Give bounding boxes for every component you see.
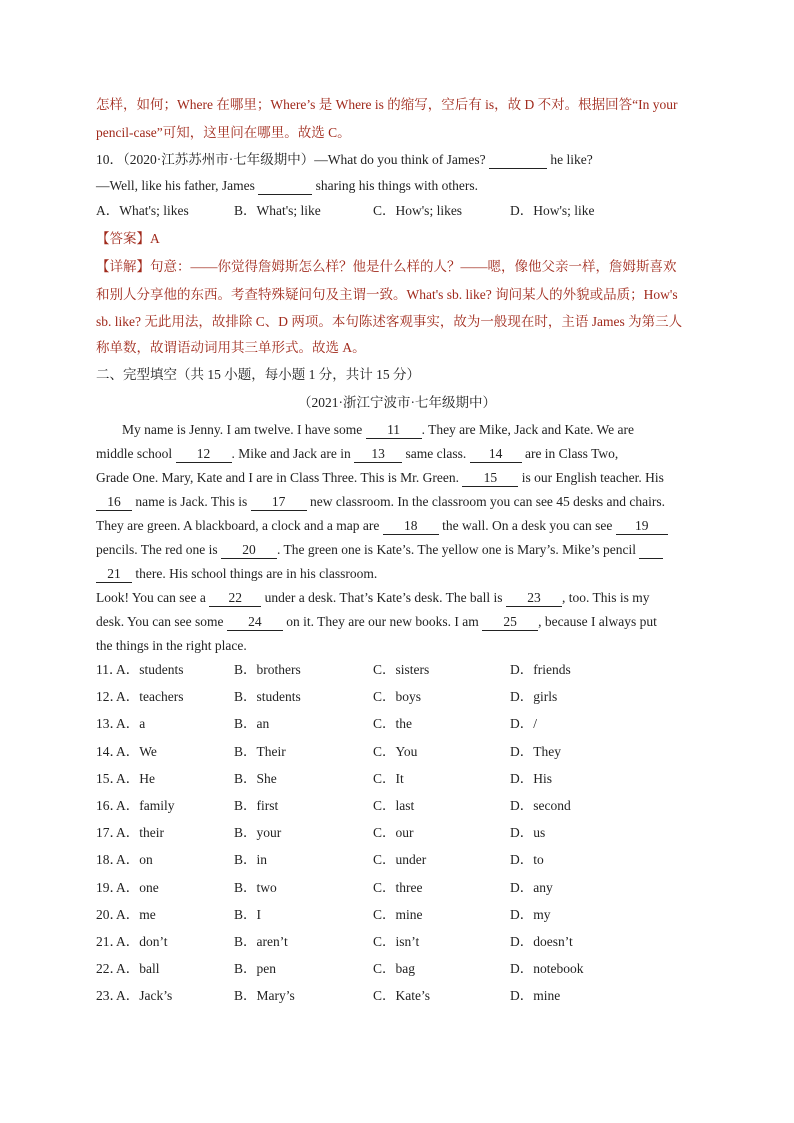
blank-21-start [639,542,663,559]
blank-16: 16 [96,494,132,511]
q10-detail-line-4: 称单数，故谓语动词用其三单形式。故选 A。 [96,340,366,355]
option-b: B．in [234,852,268,868]
blank-18: 18 [383,518,439,535]
passage-line-4 [96,493,665,511]
passage-line-2 [96,445,618,463]
passage-text: Grade One. Mary, Kate and I are in Class Three. This is Mr. Green. [96,470,460,485]
question-row [96,960,716,978]
option-a: A．He [116,770,155,786]
q10-detail-label: 【详解】 [96,259,150,274]
option-b: B．aren’t [234,934,288,949]
passage-text: My name is Jenny. I am twelve. I have some [122,422,363,437]
section-heading: 二、完型填空（共 15 小题，每小题 1 分，共计 15 分） [96,367,420,382]
q10-stem-line-2 [96,177,478,195]
question-row [96,797,716,815]
option-c: C．last [373,798,415,813]
prev-detail-line-1: 怎样，如何；Where 在哪里；Where’s 是 Where is 的缩写，空后有 is，故 D 不对。根据回答“In your [96,97,678,112]
option-d: D．doesn’t [510,934,573,949]
option-a: A．me [116,906,156,922]
question-number: 23． [96,988,123,1004]
question-number: 14． [96,743,123,759]
option-b: B．first [234,798,279,813]
q10-option-d: D．How's; like [510,203,595,218]
option-a: A．a [116,716,146,732]
prev-detail-line-2: pencil-case”可知，这里问在哪里。故选 C。 [96,125,351,140]
blank-21: 21 [96,566,132,583]
question-row [96,661,716,679]
passage-text: . Mike and Jack are in [231,446,351,461]
option-c: C．isn’t [373,934,420,949]
question-number: 13． [96,716,123,732]
option-c: C．three [373,879,423,895]
passage-text: desk. You can see some [96,614,224,629]
passage-text: , too. This is my [561,590,650,605]
option-d: D．His [510,770,553,786]
option-c: C．under [373,852,427,868]
option-d: D．They [510,743,561,759]
option-a: A．students [116,662,184,677]
passage-source: （2021·浙江宁波市·七年级期中） [298,395,496,410]
q10-detail-text-1: 句意：——你觉得詹姆斯怎么样？他是什么样的人？——嗯，像他父亲一样，詹姆斯喜欢 [150,259,677,274]
passage-text: pencils. The red one is [96,542,218,557]
blank-24: 24 [227,614,283,631]
option-a: A．their [116,825,164,841]
question-number: 20． [96,906,123,922]
option-a: A．on [116,852,153,868]
q10-detail-line-3: sb. like? 无此用法，故排除 C、D 两项。本句陈述客观事实，故为一般现在时，主语 James 为第三人 [96,314,683,329]
option-b: B．an [234,716,270,732]
blank-15: 15 [462,470,518,487]
passage-line-3 [96,469,664,487]
passage-text: Look! You can see a [96,590,206,605]
question-row [96,933,716,951]
q10-option-b: B．What's; like [234,203,321,218]
option-a: A．don’t [116,934,168,949]
passage-text: is our English teacher. His [521,470,664,485]
question-number: 17． [96,825,123,841]
option-d: D．second [510,798,571,813]
q10-detail-line-1 [96,258,677,276]
passage-text: same class. [405,446,467,461]
q10-stem-text: 10．（2020·江苏苏州市·七年级期中）—What do you think of James? [96,152,486,167]
option-c: C．It [373,770,404,786]
q10-answer: 【答案】A [96,231,160,246]
q10-option-a: A．What's; likes [96,203,189,218]
option-c: C．bag [373,961,415,977]
option-b: B．Their [234,743,286,759]
question-number: 19． [96,879,123,895]
option-b: B．pen [234,961,276,977]
passage-line-10: the things in the right place. [96,638,247,653]
blank-22: 22 [209,590,261,607]
option-b: B．I [234,906,261,922]
option-c: C．our [373,825,414,841]
q10-blank-2 [258,178,312,195]
q10-stem2-text: —Well, like his father, James [96,178,255,193]
option-d: D．friends [510,662,571,677]
passage-line-8 [96,589,649,607]
blank-12: 12 [176,446,232,463]
option-c: C．sisters [373,662,430,677]
q10-detail-line-2: 和别人分享他的东西。考查特殊疑问句及主谓一致。What's sb. like? 询问某人的外貌或品质；How's [96,287,678,302]
option-b: B．two [234,879,277,895]
option-a: A．one [116,879,159,895]
q10-stem2-text-end: sharing his things with others. [315,178,478,193]
option-b: B．your [234,825,282,841]
q10-blank-1 [489,152,547,169]
blank-13: 13 [354,446,402,463]
option-d: D．notebook [510,961,584,977]
question-row [96,743,716,761]
blank-11: 11 [366,422,422,439]
question-row [96,879,716,897]
question-number: 22． [96,961,123,977]
q10-stem-line-1 [96,151,593,169]
option-c: C．You [373,743,418,759]
option-a: A．We [116,743,157,759]
question-number: 21． [96,934,123,949]
passage-line-1 [122,421,634,439]
question-row [96,851,716,869]
question-number: 15． [96,770,123,786]
option-d: D．us [510,825,546,841]
question-number: 11． [96,662,123,677]
option-b: B．students [234,689,301,705]
option-d: D．my [510,906,551,922]
option-b: B．brothers [234,662,301,677]
passage-text: middle school [96,446,173,461]
blank-20: 20 [221,542,277,559]
question-row [96,770,716,788]
option-c: C．Kate’s [373,988,430,1004]
passage-line-5 [96,517,668,535]
option-d: D．/ [510,716,537,732]
option-d: D．girls [510,689,558,705]
blank-19: 19 [616,518,668,535]
option-b: B．She [234,770,277,786]
passage-line-9 [96,613,657,631]
option-a: A．teachers [116,689,184,705]
passage-text: under a desk. That’s Kate’s desk. The ball is [264,590,503,605]
option-c: C．mine [373,906,423,922]
question-row [96,987,716,1005]
q10-option-c: C．How's; likes [373,203,463,218]
question-row [96,824,716,842]
passage-line-7 [96,565,377,583]
question-number: 16． [96,798,123,813]
question-number: 12． [96,689,123,705]
passage-text: . They are Mike, Jack and Kate. We are [421,422,635,437]
blank-25: 25 [482,614,538,631]
question-number: 18． [96,852,123,868]
passage-text: are in Class Two, [524,446,619,461]
option-b: B．Mary’s [234,988,295,1004]
passage-text: new classroom. In the classroom you can see 45 desks and chairs. [310,494,666,509]
question-row [96,688,716,706]
option-a: A．family [116,798,175,813]
passage-text: the wall. On a desk you can see [442,518,613,533]
q10-options [96,202,716,220]
option-d: D．any [510,879,553,895]
passage-text: name is Jack. This is [135,494,248,509]
passage-text: on it. They are our new books. I am [286,614,479,629]
option-a: A．ball [116,961,160,977]
blank-23: 23 [506,590,562,607]
question-row [96,715,716,733]
q10-stem-text-end: he like? [550,152,593,167]
blank-14: 14 [470,446,522,463]
option-a: A．Jack’s [116,988,173,1004]
option-c: C．boys [373,689,422,705]
passage-line-6 [96,541,663,559]
question-row [96,906,716,924]
option-c: C．the [373,716,412,732]
option-d: D．mine [510,988,561,1004]
passage-text: They are green. A blackboard, a clock and a map are [96,518,380,533]
blank-17: 17 [251,494,307,511]
passage-text: , because I always put [538,614,657,629]
passage-text: there. His school things are in his classroom. [135,566,378,581]
passage-text: . The green one is Kate’s. The yellow one is Mary’s. Mike’s pencil [276,542,637,557]
option-d: D．to [510,852,544,868]
